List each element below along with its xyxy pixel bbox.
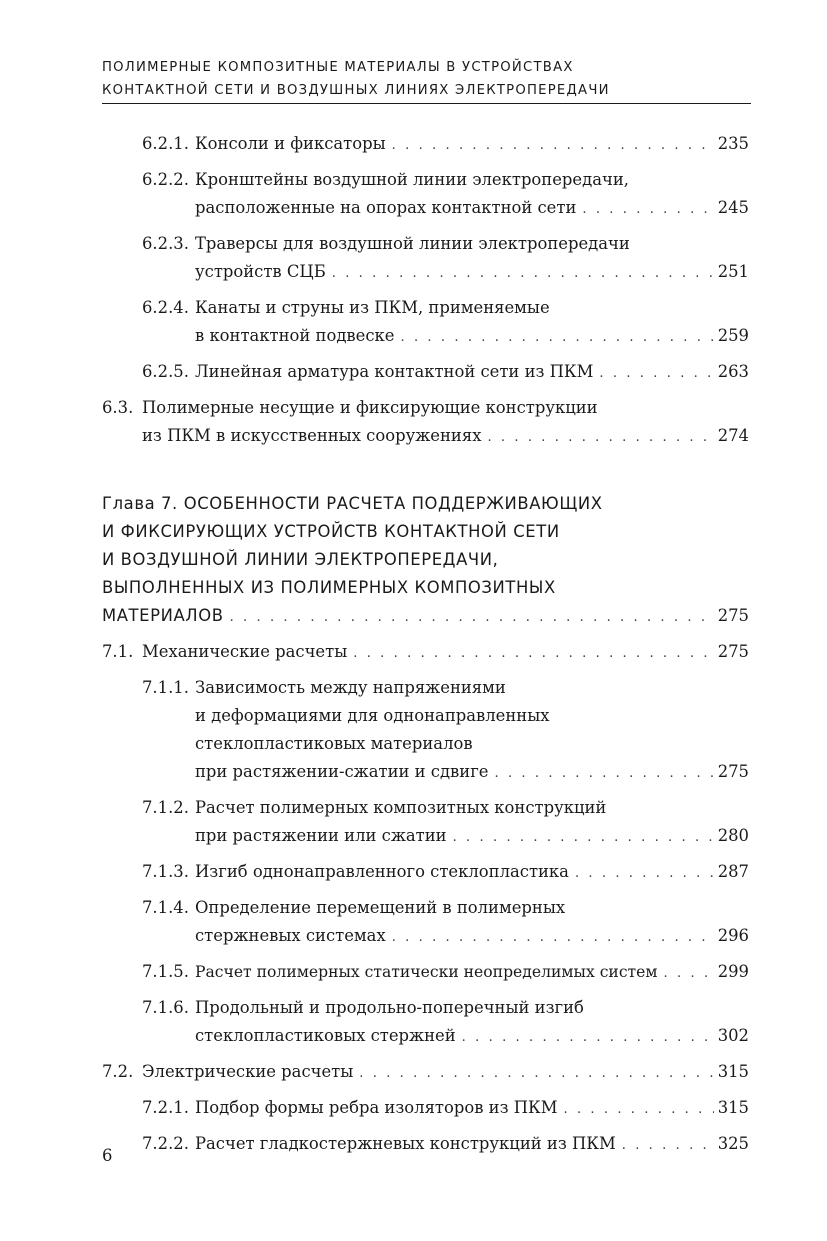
toc-number: 7.1.5. bbox=[142, 962, 189, 981]
toc-title-line: стержневых системах bbox=[195, 926, 386, 945]
toc-page-number: 275 bbox=[717, 762, 749, 781]
toc-title-line: при растяжении или сжатии bbox=[195, 826, 447, 845]
toc-title: Консоли и фиксаторы bbox=[195, 134, 386, 153]
toc-number: 6.2.3. bbox=[142, 234, 189, 253]
toc-title: Механические расчеты bbox=[142, 642, 348, 661]
table-of-contents bbox=[102, 130, 749, 1160]
toc-page-number: 287 bbox=[717, 862, 749, 881]
dot-leader bbox=[462, 1024, 714, 1052]
toc-title-line: ВЫПОЛНЕННЫХ ИЗ ПОЛИМЕРНЫХ КОМПОЗИТНЫХ bbox=[102, 578, 556, 597]
toc-entry-6-2-3[interactable] bbox=[102, 230, 749, 288]
toc-page-number: 245 bbox=[717, 198, 749, 217]
toc-entry-7-1-1[interactable] bbox=[102, 674, 749, 788]
toc-number: 7.1.2. bbox=[142, 798, 189, 817]
toc-number: 6.2.4. bbox=[142, 298, 189, 317]
toc-number: 6.2.1. bbox=[142, 134, 189, 153]
toc-number: 7.2. bbox=[102, 1062, 134, 1081]
dot-leader bbox=[495, 760, 714, 788]
toc-page-number: 275 bbox=[717, 642, 749, 661]
dot-leader bbox=[453, 824, 714, 852]
toc-page-number: 275 bbox=[717, 606, 749, 625]
toc-page-number: 315 bbox=[717, 1098, 749, 1117]
dot-leader bbox=[392, 924, 714, 952]
toc-entry-7-2[interactable] bbox=[102, 1058, 749, 1088]
toc-page-number: 296 bbox=[717, 926, 749, 945]
dot-leader bbox=[332, 260, 714, 288]
toc-title-line: устройств СЦБ bbox=[195, 262, 326, 281]
toc-page-number: 274 bbox=[717, 426, 749, 445]
toc-page-number: 235 bbox=[717, 134, 749, 153]
toc-title-line: МАТЕРИАЛОВ bbox=[102, 606, 224, 625]
toc-page-number: 259 bbox=[717, 326, 749, 345]
toc-entry-6-2-2[interactable] bbox=[102, 166, 749, 224]
chapter-prefix: Глава 7. bbox=[102, 494, 178, 513]
toc-page-number: 263 bbox=[717, 362, 749, 381]
toc-title: Расчет полимерных статически неопределимых систем bbox=[195, 963, 658, 981]
toc-title: Линейная арматура контактной сети из ПКМ bbox=[195, 362, 594, 381]
toc-entry-6-2-5[interactable] bbox=[102, 358, 749, 388]
toc-title-line: Кронштейны воздушной линии электропередачи, bbox=[195, 170, 629, 189]
toc-title-line: стеклопластиковых материалов bbox=[195, 734, 473, 753]
toc-entry-6-2-1[interactable] bbox=[102, 130, 749, 160]
toc-number: 7.1.1. bbox=[142, 678, 189, 697]
toc-title-line: и деформациями для однонаправленных bbox=[195, 706, 550, 725]
toc-number: 7.1.4. bbox=[142, 898, 189, 917]
toc-title-line: в контактной подвеске bbox=[195, 326, 395, 345]
toc-title-line: Продольный и продольно-поперечный изгиб bbox=[195, 998, 584, 1017]
toc-page-number: 302 bbox=[717, 1026, 749, 1045]
toc-title: Электрические расчеты bbox=[142, 1062, 354, 1081]
toc-number: 7.1.6. bbox=[142, 998, 189, 1017]
toc-page-number: 325 bbox=[717, 1134, 749, 1153]
toc-title-line: Зависимость между напряжениями bbox=[195, 678, 506, 697]
toc-number: 7.1. bbox=[102, 642, 134, 661]
dot-leader bbox=[353, 640, 713, 668]
toc-title-line: при растяжении-сжатии и сдвиге bbox=[195, 762, 489, 781]
toc-number: 7.2.1. bbox=[142, 1098, 189, 1117]
toc-page-number: 315 bbox=[717, 1062, 749, 1081]
dot-leader bbox=[563, 1096, 713, 1124]
dot-leader bbox=[230, 604, 714, 632]
toc-title-line: стеклопластиковых стержней bbox=[195, 1026, 456, 1045]
toc-title-line: Определение перемещений в полимерных bbox=[195, 898, 566, 917]
toc-entry-7-2-2[interactable] bbox=[102, 1130, 749, 1160]
dot-leader bbox=[575, 860, 714, 888]
toc-title-line: Расчет полимерных композитных конструкций bbox=[195, 798, 607, 817]
toc-title-line: Траверсы для воздушной линии электропередачи bbox=[195, 234, 630, 253]
toc-title-line: И ФИКСИРУЮЩИХ УСТРОЙСТВ КОНТАКТНОЙ СЕТИ bbox=[102, 522, 560, 541]
toc-title: Подбор формы ребра изоляторов из ПКМ bbox=[195, 1098, 558, 1117]
toc-entry-6-2-4[interactable] bbox=[102, 294, 749, 352]
toc-title-line: И ВОЗДУШНОЙ ЛИНИИ ЭЛЕКТРОПЕРЕДАЧИ, bbox=[102, 550, 499, 569]
toc-title-line: Канаты и струны из ПКМ, применяемые bbox=[195, 298, 550, 317]
toc-page-number: 251 bbox=[717, 262, 749, 281]
running-head-line-2: КОНТАКТНОЙ СЕТИ И ВОЗДУШНЫХ ЛИНИЯХ ЭЛЕКТРОПЕРЕДАЧИ bbox=[102, 83, 610, 98]
toc-title-line: из ПКМ в искусственных сооружениях bbox=[142, 426, 482, 445]
toc-number: 7.1.3. bbox=[142, 862, 189, 881]
toc-title: Изгиб однонаправленного стеклопластика bbox=[195, 862, 569, 881]
toc-entry-7-1[interactable] bbox=[102, 638, 749, 668]
dot-leader bbox=[487, 424, 713, 452]
toc-number: 6.2.5. bbox=[142, 362, 189, 381]
toc-entry-7-1-6[interactable] bbox=[102, 994, 749, 1052]
dot-leader bbox=[359, 1060, 713, 1088]
dot-leader bbox=[582, 196, 713, 224]
dot-leader bbox=[392, 132, 714, 160]
page-number: 6 bbox=[102, 1146, 113, 1165]
toc-entry-6-3[interactable] bbox=[102, 394, 749, 452]
toc-number: 7.2.2. bbox=[142, 1134, 189, 1153]
toc-page-number: 280 bbox=[717, 826, 749, 845]
toc-title: Расчет гладкостержневых конструкций из ПКМ bbox=[195, 1134, 616, 1153]
dot-leader bbox=[622, 1132, 714, 1160]
dot-leader bbox=[401, 324, 714, 352]
toc-entry-7-1-2[interactable] bbox=[102, 794, 749, 852]
dot-leader bbox=[664, 960, 714, 988]
dot-leader bbox=[599, 360, 713, 388]
toc-entry-7-1-5[interactable] bbox=[102, 958, 749, 988]
toc-title-line: ОСОБЕННОСТИ РАСЧЕТА ПОДДЕРЖИВАЮЩИХ bbox=[183, 494, 603, 513]
toc-entry-7-1-4[interactable] bbox=[102, 894, 749, 952]
toc-title-line: расположенные на опорах контактной сети bbox=[195, 198, 577, 217]
header-rule bbox=[102, 103, 751, 104]
running-head bbox=[102, 56, 752, 102]
toc-number: 6.3. bbox=[102, 398, 134, 417]
toc-entry-7-2-1[interactable] bbox=[102, 1094, 749, 1124]
toc-title-line: Полимерные несущие и фиксирующие конструкции bbox=[142, 398, 598, 417]
toc-chapter-7[interactable] bbox=[102, 490, 749, 632]
toc-page-number: 299 bbox=[717, 962, 749, 981]
toc-number: 6.2.2. bbox=[142, 170, 189, 189]
toc-entry-7-1-3[interactable] bbox=[102, 858, 749, 888]
running-head-line-1: ПОЛИМЕРНЫЕ КОМПОЗИТНЫЕ МАТЕРИАЛЫ В УСТРОЙСТВАХ bbox=[102, 60, 574, 75]
